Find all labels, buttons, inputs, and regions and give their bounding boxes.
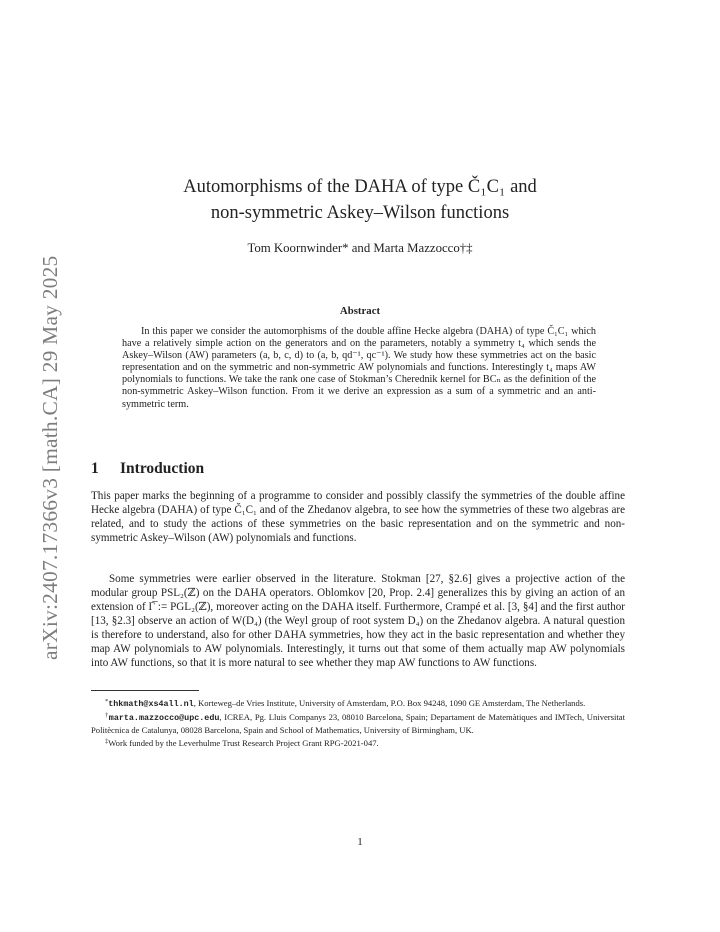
- abstract-heading: Abstract: [339, 305, 381, 317]
- footnote-divider: [91, 690, 199, 691]
- footnote-author-2: [91, 710, 625, 736]
- paper-title-line-2: non-symmetric Askey–Wilson functions: [210, 203, 510, 223]
- footnote-mark: †: [105, 712, 109, 720]
- footnote-funding: [91, 736, 625, 749]
- section-number: 1: [91, 460, 99, 477]
- page-number: 1: [357, 836, 363, 848]
- body-paragraph: Some symmetries were earlier observed in the literature. Stokman [27, §2.6] gives a projective action of the modular group PSL₂(ℤ) on the DAHA operators. Oblomkov [20, Prop. 2.4] generalizes this by giving an action of an extension of Γ̅ := PGL₂(ℤ), moreover acting on the DAHA itself. Furthermore, Crampé et al. [3, §4] and the first author [13, §2.3] observe an action of W(D₄) (the Weyl group of root system D₄) on the Zhedanov algebra. A natural question is therefore to understand, also for other DAHA symmetries, how they act in the basic representation and whether they map AW polynomials to AW polynomials. Interestingly, it turns out that some of them actually map AW polynomials into AW functions, so that it is more natural to see whether they map AW functions to AW functions.: [91, 573, 625, 669]
- footnote-mark: *: [105, 698, 109, 705]
- footnote-text: Work funded by the Leverhulme Trust Research Project Grant RPG-2021-047.: [108, 737, 379, 748]
- paper-title: [0, 174, 720, 226]
- author-list: Tom Koornwinder* and Marta Mazzocco†‡: [247, 241, 473, 255]
- footnote-mark: ‡: [105, 737, 109, 745]
- footnotes: [91, 696, 625, 749]
- footnote-text: , Korteweg–de Vries Institute, University of Amsterdam, P.O. Box 94248, 1090 GE Amsterdam, The Netherlands.: [193, 698, 586, 708]
- footnote-text: , ICREA, Pg. Lluis Companys 23, 08010 Barcelona, Spain; Departament de Matemàtiques and IMTech, Universitat Politècnica de Catalunya, 08028 Barcelona, Spain and School of Mathematics, University of Birmingham, UK.: [91, 712, 625, 735]
- body-paragraph: This paper marks the beginning of a programme to consider and possibly classify the symmetries of the double affine Hecke algebra (DAHA) of type Č₁C₁ and of the Zhedanov algebra, to see how the symmetries of these two algebras are related, and to study the actions of these symmetries on the basic representation and on the symmetric and non-symmetric Askey–Wilson (AW) polynomials and functions.: [91, 490, 625, 544]
- abstract-text: In this paper we consider the automorphisms of the double affine Hecke algebra (DAHA) of type Č₁C₁ which have a relatively simple action on the generators and on the parameters, notably a symmetry t₄ which sends the Askey–Wilson (AW) parameters (a, b, c, d) to (a, b, qd⁻¹, qc⁻¹). We study how these symmetries act on the basic representation and on the symmetric and non-symmetric AW polynomials and functions. Interestingly t₄ maps AW polynomials to functions. We take the rank one case of Stokman’s Cherednik kernel for BCₙ as the definition of the non-symmetric Askey–Wilson function. From it we derive an expression as a sum of a symmetric and an anti-symmetric term.: [122, 326, 596, 410]
- arxiv-identifier-stamp: arXiv:2407.17366v3 [math.CA] 29 May 2025: [38, 255, 62, 660]
- paper-title-line-1: Automorphisms of the DAHA of type Č₁C₁ and: [183, 177, 537, 197]
- email-link[interactable]: thkmath@xs4all.nl: [108, 699, 194, 709]
- section-title: Introduction: [120, 460, 205, 477]
- email-link[interactable]: marta.mazzocco@upc.edu: [108, 713, 220, 724]
- section-heading-introduction: [91, 460, 204, 478]
- footnote-author-1: [91, 696, 625, 710]
